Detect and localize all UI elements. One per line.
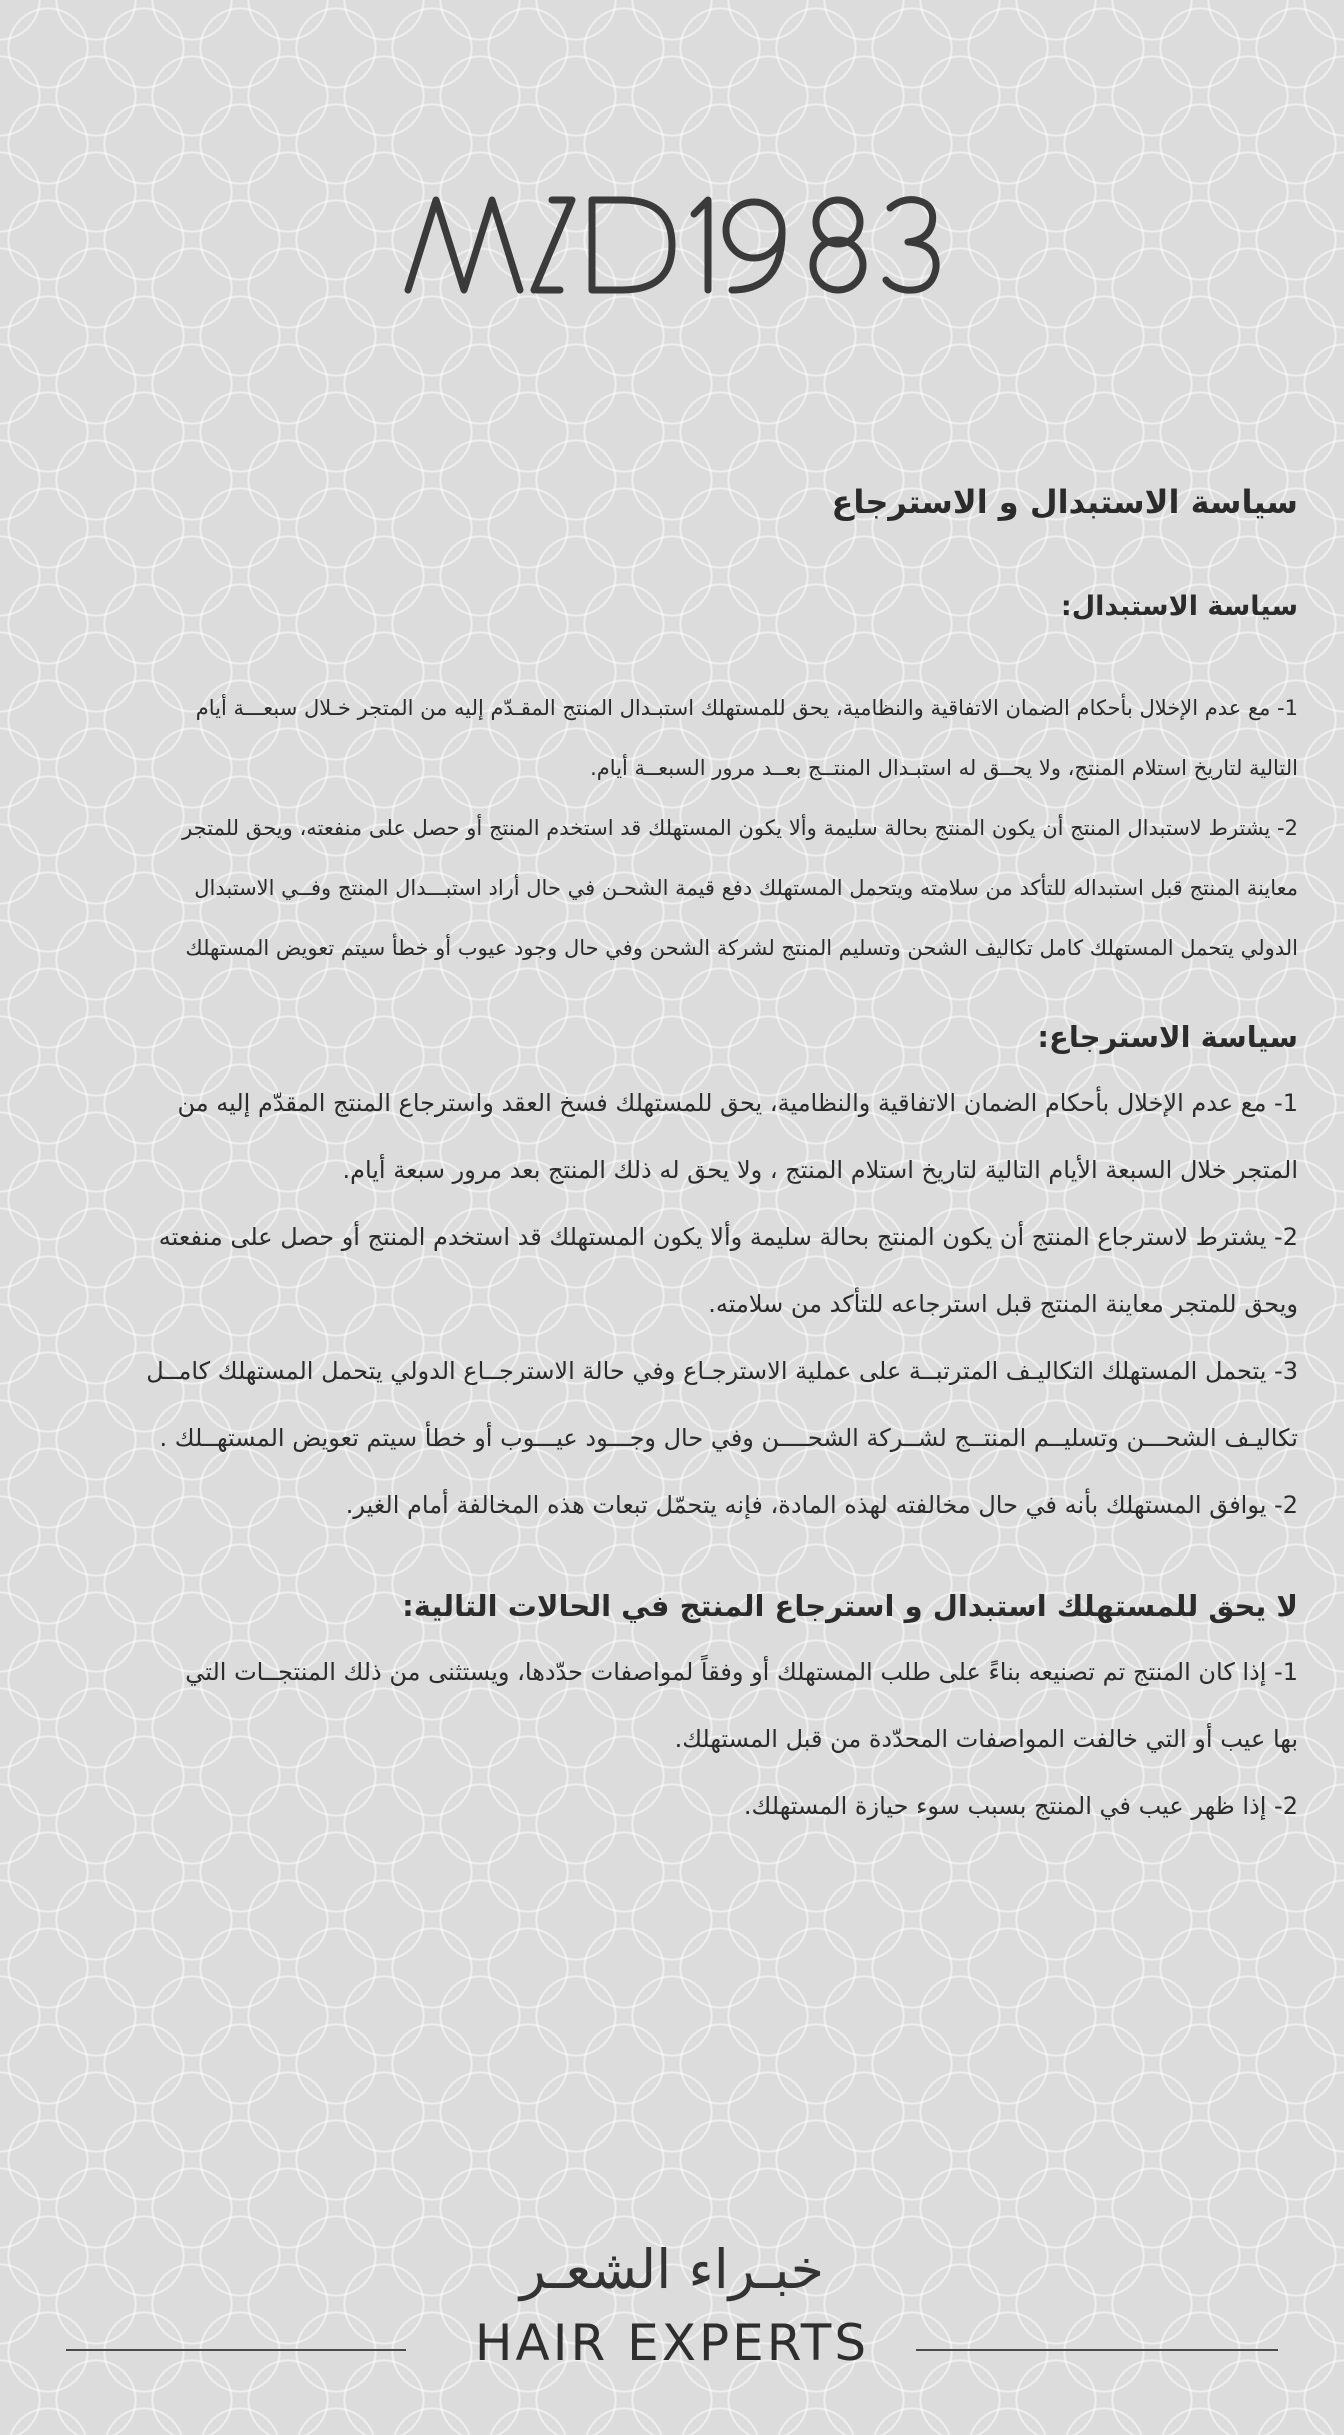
exceptions-heading: لا يحق للمستهلك استبدال و استرجاع المنتج في الحالات التالية: <box>402 1589 1298 1623</box>
page-title: سياسة الاستبدال و الاسترجاع <box>831 483 1298 521</box>
exchange-policy-heading: سياسة الاستبدال: <box>1060 591 1298 622</box>
brand-logo <box>0 190 1344 304</box>
return-policy-line: 1- مع عدم الإخلال بأحكام الضمان الاتفاقية والنظامية، يحق للمستهلك فسخ العقد واسترجاع المنتج المقدّم إليه من <box>177 1089 1298 1117</box>
exceptions-line: 1- إذا كان المنتج تم تصنيعه بناءً على طلب المستهلك أو وفقاً لمواصفات حدّدها، ويستثنى من ذلك المنتجــات التي <box>185 1658 1298 1686</box>
return-policy-line: ويحق للمتجر معاينة المنتج قبل استرجاعه للتأكد من سلامته. <box>708 1290 1298 1318</box>
msd1983-logo <box>402 190 942 300</box>
exchange-policy-line: معاينة المنتج قبل استبداله للتأكد من سلامته ويتحمل المستهلك دفع قيمة الشحـن في حال أراد استبـــدال المنتج وفــي الاستبدال <box>194 876 1298 900</box>
return-policy-line: المتجر خلال السبعة الأيام التالية لتاريخ استلام المنتج ، ولا يحق له ذلك المنتج بعد مرور سبعة أيام. <box>342 1156 1298 1184</box>
footer-brand <box>0 2225 1344 2385</box>
exceptions-line: 2- إذا ظهر عيب في المنتج بسبب سوء حيازة المستهلك. <box>743 1792 1298 1820</box>
return-policy-line: 2- يشترط لاسترجاع المنتج أن يكون المنتج بحالة سليمة وألا يكون المستهلك قد استخدم المنتج أو حصل على منفعته <box>158 1223 1298 1251</box>
policy-document <box>36 480 1298 1840</box>
divider-right <box>916 2349 1278 2351</box>
exceptions-line: بها عيب أو التي خالفت المواصفات المحدّدة من قبل المستهلك. <box>674 1725 1298 1753</box>
return-policy-line: 2- يوافق المستهلك بأنه في حال مخالفته لهذه المادة، فإنه يتحمّل تبعات هذه المخالفة أمام الغير. <box>345 1491 1298 1519</box>
return-policy-line: تكاليـف الشحـــن وتسليــم المنتــج لشــركة الشحــــن وفي حال وجـــود عيـــوب أو خطأ سيتم تعويض المستهــلك . <box>159 1424 1298 1452</box>
exchange-policy-line: التالية لتاريخ استلام المنتج، ولا يحــق له استبـدال المنتــج بعــد مرور السبعــة أيام. <box>590 756 1298 780</box>
english-tagline: HAIR EXPERTS <box>474 2314 870 2372</box>
return-policy-heading: سياسة الاسترجاع: <box>1037 1020 1298 1054</box>
exchange-policy-line: 2- يشترط لاستبدال المنتج أن يكون المنتج بحالة سليمة وألا يكون المستهلك قد استخدم المنتج أو حصل على منفعته، ويحق للمتجر <box>182 816 1298 840</box>
return-policy-line: 3- يتحمل المستهلك التكاليـف المترتبــة على عملية الاسترجـاع وفي حالة الاسترجــاع الدولي يتحمل المستهلك كامــل <box>146 1357 1298 1385</box>
arabic-tagline: خبـراء الشعـر <box>519 2238 825 2301</box>
exchange-policy-line: الدولي يتحمل المستهلك كامل تكاليف الشحن وتسليم المنتج لشركة الشحن وفي حال وجود عيوب أو خطأ سيتم تعويض المستهلك <box>185 936 1298 960</box>
exchange-policy-line: 1- مع عدم الإخلال بأحكام الضمان الاتفاقية والنظامية، يحق للمستهلك استبـدال المنتج المقـدّم إليه من المتجر خـلال سبعـــة أيام <box>195 696 1298 720</box>
